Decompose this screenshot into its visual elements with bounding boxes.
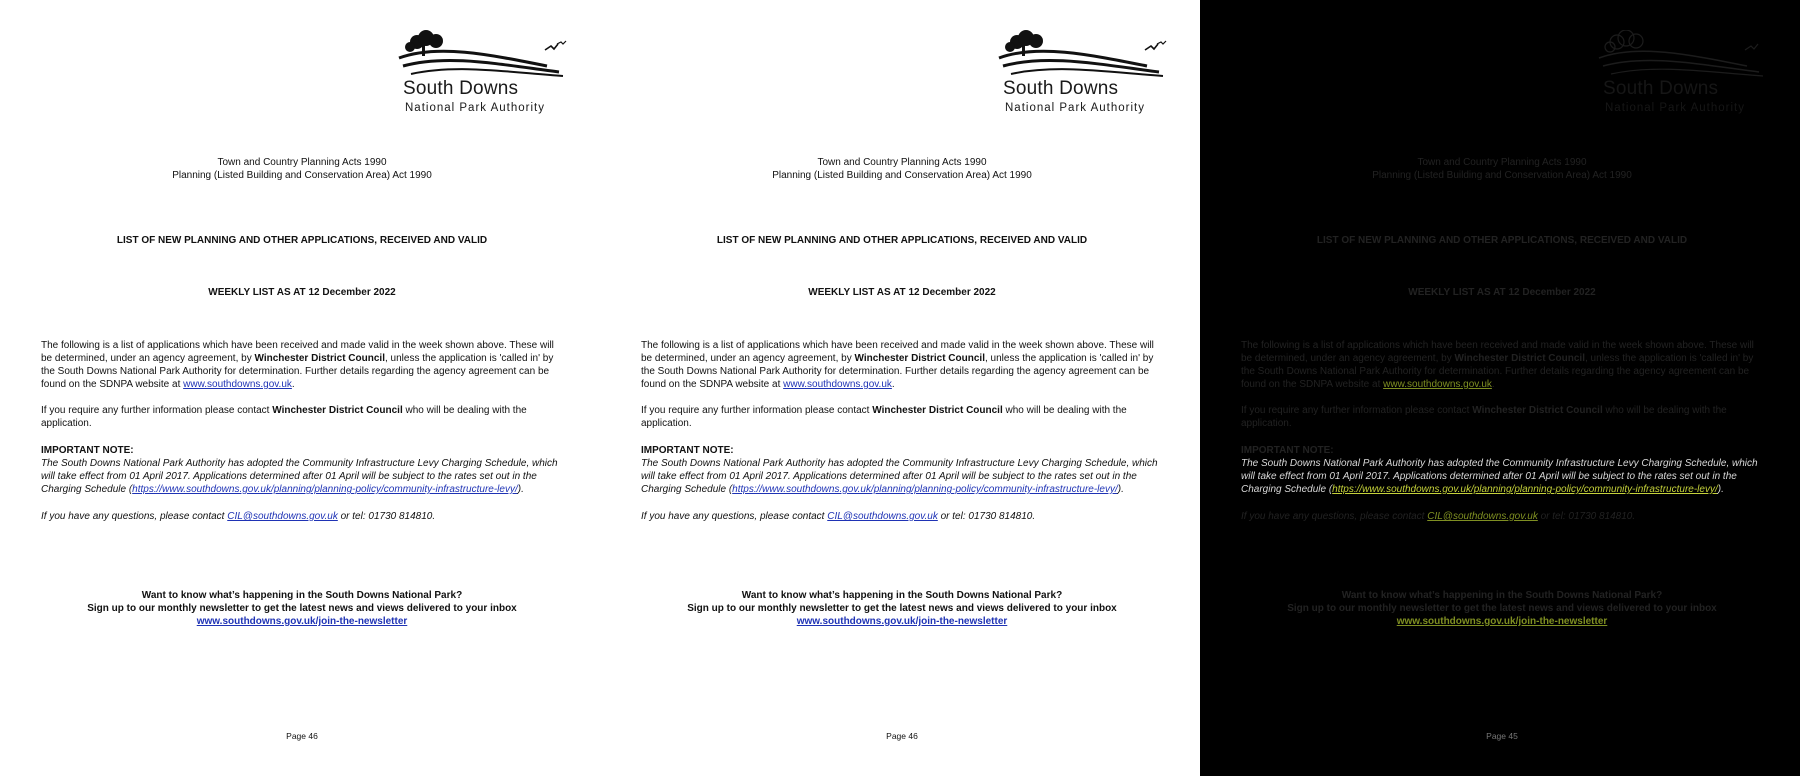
- document-page: [1200, 0, 1800, 776]
- questions-text-cont: or tel: 01730 814810.: [937, 511, 1036, 522]
- logo-title: South Downs: [1603, 78, 1719, 99]
- list-heading: LIST OF NEW PLANNING AND OTHER APPLICATIONS, RECEIVED AND VALID: [1316, 235, 1688, 246]
- page-number: Page 46: [886, 731, 918, 741]
- acts-line-1: Town and Country Planning Acts 1990: [1417, 157, 1587, 168]
- intro-text: The following is a list of applications which have been received and made valid in the week shown above. These will be determined, under an agency agreement, by: [1241, 340, 1754, 364]
- acts-line-2: Planning (Listed Building and Conservation Area) Act 1990: [1372, 170, 1632, 181]
- page-panel-2: [600, 0, 1200, 776]
- list-heading: LIST OF NEW PLANNING AND OTHER APPLICATIONS, RECEIVED AND VALID: [116, 235, 488, 246]
- questions-paragraph: [41, 510, 566, 523]
- newsletter-line-2: Sign up to our monthly newsletter to get the latest news and views delivered to your inbox: [87, 603, 517, 614]
- sdnpa-website-link[interactable]: www.southdowns.gov.uk: [1383, 379, 1492, 390]
- important-note-heading: IMPORTANT NOTE:: [641, 445, 734, 456]
- questions-text: If you have any questions, please contact: [41, 511, 228, 522]
- document-page: [600, 0, 1200, 776]
- newsletter-block: [0, 589, 600, 628]
- newsletter-line-1: Want to know what’s happening in the South Downs National Park?: [141, 590, 463, 601]
- logo-title: South Downs: [1003, 78, 1119, 99]
- acts-heading: [600, 156, 1200, 182]
- sdnpa-logo: [997, 30, 1167, 122]
- newsletter-block: [1200, 589, 1800, 628]
- cil-email-link[interactable]: CIL@southdowns.gov.uk: [1427, 511, 1538, 522]
- logo-subtitle: National Park Authority: [405, 102, 545, 114]
- cil-text: The South Downs National Park Authority has adopted the Community Infrastructure Levy Charging Schedule, which will take effect from 01 April 2017. Applications determined after 01 April will be subject to the rates set out in the Charging Schedule (: [41, 458, 558, 495]
- contact-paragraph: [641, 404, 1166, 430]
- questions-paragraph: [641, 510, 1166, 523]
- downs-landscape-icon: [997, 30, 1167, 80]
- cil-link[interactable]: https://www.southdowns.gov.uk/planning/planning-policy/community-infrastructure-levy/: [132, 484, 518, 495]
- logo-title: South Downs: [403, 78, 519, 99]
- cil-link[interactable]: https://www.southdowns.gov.uk/planning/planning-policy/community-infrastructure-levy/: [732, 484, 1118, 495]
- questions-text: If you have any questions, please contact: [1241, 511, 1428, 522]
- newsletter-link[interactable]: www.southdowns.gov.uk/join-the-newsletter: [196, 616, 408, 627]
- contact-text: If you require any further information please contact: [641, 405, 873, 416]
- cil-email-link[interactable]: CIL@southdowns.gov.uk: [827, 511, 938, 522]
- downs-landscape-icon: [1597, 30, 1767, 80]
- intro-end: .: [291, 379, 295, 390]
- intro-paragraph: [1241, 339, 1766, 391]
- page-number: Page 45: [1486, 731, 1518, 741]
- intro-text-cont: , unless the application is 'called in' by the South Downs National Park Authority for determination. Further details regarding the agency agreement can be found on the SDNPA website at: [641, 353, 1154, 390]
- weekly-heading: WEEKLY LIST AS AT 12 December 2022: [1408, 287, 1596, 298]
- important-note-heading: IMPORTANT NOTE:: [1241, 445, 1334, 456]
- downs-landscape-icon: [397, 30, 567, 80]
- important-note-text: [41, 457, 566, 496]
- weekly-heading: WEEKLY LIST AS AT 12 December 2022: [808, 287, 996, 298]
- acts-line-2: Planning (Listed Building and Conservation Area) Act 1990: [772, 170, 1032, 181]
- questions-text-cont: or tel: 01730 814810.: [1537, 511, 1636, 522]
- cil-end: ).: [1717, 484, 1724, 495]
- contact-text: If you require any further information please contact: [41, 405, 273, 416]
- cil-end: ).: [517, 484, 524, 495]
- newsletter-line-2: Sign up to our monthly newsletter to get the latest news and views delivered to your inbox: [687, 603, 1117, 614]
- intro-paragraph: [641, 339, 1166, 391]
- cil-text: The South Downs National Park Authority has adopted the Community Infrastructure Levy Charging Schedule, which will take effect from 01 April 2017. Applications determined after 01 April will be subject to the rates set out in the Charging Schedule (: [1241, 458, 1758, 495]
- page-number: Page 46: [286, 731, 318, 741]
- intro-text: The following is a list of applications which have been received and made valid in the week shown above. These will be determined, under an agency agreement, by: [641, 340, 1154, 364]
- council-name: Winchester District Council: [254, 353, 385, 364]
- acts-line-1: Town and Country Planning Acts 1990: [217, 157, 387, 168]
- cil-email-link[interactable]: CIL@southdowns.gov.uk: [227, 511, 338, 522]
- logo-subtitle: National Park Authority: [1005, 102, 1145, 114]
- acts-heading: [0, 156, 600, 182]
- newsletter-line-2: Sign up to our monthly newsletter to get the latest news and views delivered to your inbox: [1287, 603, 1717, 614]
- council-name: Winchester District Council: [872, 405, 1003, 416]
- intro-end: .: [891, 379, 895, 390]
- important-note-text: [641, 457, 1166, 496]
- acts-line-2: Planning (Listed Building and Conservation Area) Act 1990: [172, 170, 432, 181]
- newsletter-link[interactable]: www.southdowns.gov.uk/join-the-newsletter: [1396, 616, 1608, 627]
- intro-paragraph: [41, 339, 566, 391]
- cil-link[interactable]: https://www.southdowns.gov.uk/planning/planning-policy/community-infrastructure-levy/: [1332, 484, 1718, 495]
- council-name: Winchester District Council: [854, 353, 985, 364]
- intro-text-cont: , unless the application is 'called in' by the South Downs National Park Authority for determination. Further details regarding the agency agreement can be found on the SDNPA website at: [1241, 353, 1754, 390]
- contact-paragraph: [41, 404, 566, 430]
- acts-heading: [1200, 156, 1800, 182]
- sdnpa-logo: [1597, 30, 1767, 122]
- newsletter-block: [600, 589, 1200, 628]
- questions-text: If you have any questions, please contact: [641, 511, 828, 522]
- contact-text-cont: who will be dealing with the application.: [641, 405, 1127, 429]
- sdnpa-website-link[interactable]: www.southdowns.gov.uk: [183, 379, 292, 390]
- newsletter-link[interactable]: www.southdowns.gov.uk/join-the-newsletter: [796, 616, 1008, 627]
- contact-text-cont: who will be dealing with the application.: [41, 405, 527, 429]
- document-page: [0, 0, 600, 776]
- newsletter-line-1: Want to know what’s happening in the South Downs National Park?: [1341, 590, 1663, 601]
- page-panel-3: [1200, 0, 1800, 776]
- page-panel-1: [0, 0, 600, 776]
- cil-text: The South Downs National Park Authority has adopted the Community Infrastructure Levy Charging Schedule, which will take effect from 01 April 2017. Applications determined after 01 April will be subject to the rates set out in the Charging Schedule (: [641, 458, 1158, 495]
- questions-text-cont: or tel: 01730 814810.: [337, 511, 436, 522]
- contact-paragraph: [1241, 404, 1766, 430]
- important-note-heading: IMPORTANT NOTE:: [41, 445, 134, 456]
- intro-end: .: [1491, 379, 1495, 390]
- intro-text: The following is a list of applications which have been received and made valid in the week shown above. These will be determined, under an agency agreement, by: [41, 340, 554, 364]
- contact-text-cont: who will be dealing with the application.: [1241, 405, 1727, 429]
- intro-text-cont: , unless the application is 'called in' by the South Downs National Park Authority for determination. Further details regarding the agency agreement can be found on the SDNPA website at: [41, 353, 554, 390]
- questions-paragraph: [1241, 510, 1766, 523]
- council-name: Winchester District Council: [1472, 405, 1603, 416]
- weekly-heading: WEEKLY LIST AS AT 12 December 2022: [208, 287, 396, 298]
- council-name: Winchester District Council: [1454, 353, 1585, 364]
- cil-end: ).: [1117, 484, 1124, 495]
- acts-line-1: Town and Country Planning Acts 1990: [817, 157, 987, 168]
- newsletter-line-1: Want to know what’s happening in the South Downs National Park?: [741, 590, 1063, 601]
- list-heading: LIST OF NEW PLANNING AND OTHER APPLICATIONS, RECEIVED AND VALID: [716, 235, 1088, 246]
- logo-subtitle: National Park Authority: [1605, 102, 1745, 114]
- contact-text: If you require any further information please contact: [1241, 405, 1473, 416]
- important-note-text: [1241, 457, 1766, 496]
- sdnpa-logo: [397, 30, 567, 122]
- council-name: Winchester District Council: [272, 405, 403, 416]
- sdnpa-website-link[interactable]: www.southdowns.gov.uk: [783, 379, 892, 390]
